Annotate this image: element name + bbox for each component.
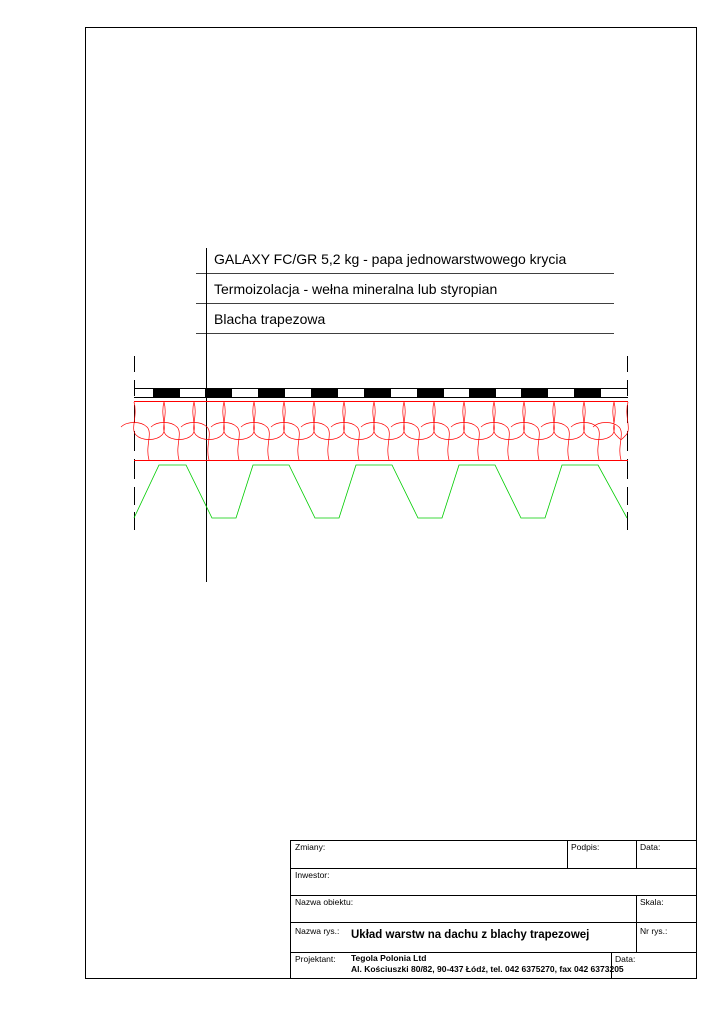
membrane-block <box>258 389 285 397</box>
date-label-2: Data: <box>615 954 636 964</box>
trapezoidal-sheet-profile <box>134 465 627 518</box>
drawing-name: Układ warstw na dachu z blachy trapezowej <box>351 929 590 941</box>
membrane-block <box>205 389 232 397</box>
membrane-block <box>469 389 496 397</box>
sheet-frame <box>86 28 697 979</box>
drawing-number-label: Nr rys.: <box>640 926 668 936</box>
changes-label: Zmiany: <box>295 842 326 852</box>
membrane-block <box>364 389 391 397</box>
designer-address: Al. Kościuszki 80/82, 90-437 Łódź, tel. 042 6375270, fax 042 6373205 <box>351 964 624 974</box>
callout-trapezoidal-sheet: Blacha trapezowa <box>214 311 326 327</box>
signature-label: Podpis: <box>571 842 600 852</box>
insulation-layer <box>121 402 628 461</box>
membrane-block <box>417 389 444 397</box>
membrane-block <box>521 389 548 397</box>
membrane-block <box>311 389 338 397</box>
drawing-name-label: Nazwa rys.: <box>295 926 340 936</box>
scale-label: Skala: <box>640 897 664 907</box>
designer-name: Tegola Polonia Ltd <box>351 953 427 963</box>
layer-callouts <box>196 251 614 334</box>
object-name-label: Nazwa obiektu: <box>295 897 354 907</box>
roofing-membrane-layer <box>134 389 628 398</box>
designer-label: Projektant: <box>295 954 336 964</box>
investor-label: Inwestor: <box>295 870 330 880</box>
date-label: Data: <box>640 842 661 852</box>
membrane-block <box>574 389 601 397</box>
callout-insulation: Termoizolacja - wełna mineralna lub styropian <box>214 281 498 297</box>
membrane-block <box>153 389 180 397</box>
callout-membrane: GALAXY FC/GR 5,2 kg - papa jednowarstwowego krycia <box>214 251 567 267</box>
